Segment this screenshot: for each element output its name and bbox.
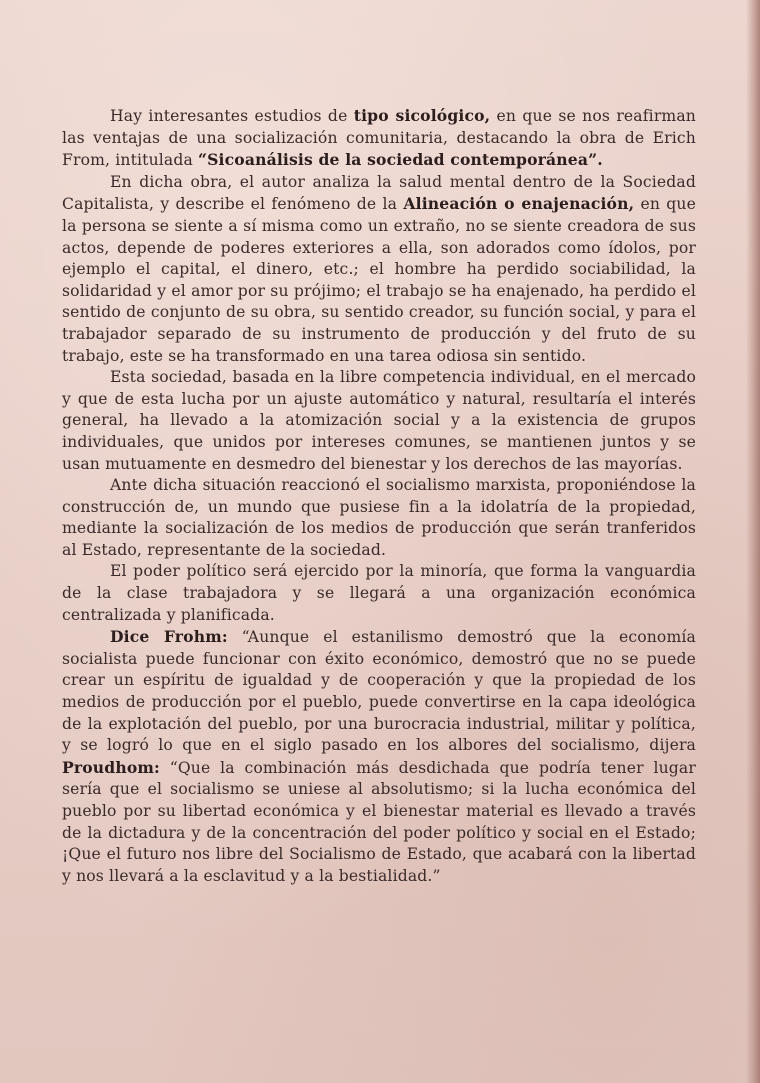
- book-title: “Sicoanálisis de la sociedad contemporánea”.: [198, 150, 603, 170]
- text-segment: “Aunque el estanilismo demostró que la economía socialista puede funcionar con éxito económico, demostró que no se puede crear un espíritu de igualdad y de cooperación y que la propiedad de los medios de producción por el pueblo, puede convertirse en la capa ideológica de la explotación del pueblo, por una burocracia industrial, militar y política, y se logró lo que en el siglo pasado en los albores del socialismo, dijera: [62, 628, 696, 755]
- text-segment: en que la persona se siente a sí misma como un extraño, no se siente creadora de sus actos, depende de poderes exteriores a ella, son adorados como ídolos, por ejemplo el capital, el dinero, etc.; el hombre ha perdido sociabilidad, la solidaridad y el amor por su prójimo; el trabajo se ha enajenado, ha perdido el sentido de conjunto de su obra, su sentido creador, su función social, y para el trabajador separado de su instrumento de producción y del fruto de su trabajo, este se ha transformado en una tarea odiosa sin sentido.: [62, 195, 696, 365]
- text-segment: Esta sociedad, basada en la libre competencia individual, en el mercado y que de esta lucha por un ajuste automático y natural, resultaría el interés general, ha llevado a la atomización social y a la existencia de grupos individuales, que unidos por intereses comunes, se mantienen juntos y se usan mutuamente en desmedro del bienestar y los derechos de las mayorías.: [62, 368, 696, 473]
- bold-phrase: Alineación o enajenación,: [403, 194, 635, 214]
- paragraph: [62, 172, 696, 367]
- bold-phrase: tipo sicológico,: [353, 106, 491, 125]
- text-segment: Ante dicha situación reaccionó el socialismo marxista, proponiéndose la construcción de, un mundo que pusiese fin a la idolatría de la propiedad, mediante la socialización de los medios de producción que serán tranferidos al Estado, representante de la sociedad.: [62, 476, 696, 559]
- text-segment: En dicha obra, el autor analiza la salud mental dentro de la Sociedad Capitalista, y describe el fenómeno de la: [62, 172, 696, 214]
- bold-phrase: Dice Frohm:: [110, 627, 228, 647]
- text-segment: “Que la combinación más desdichada que podría tener lugar sería que el socialismo se uniese al absolutismo; si la lucha económica del pueblo por su libertad económica y el bienestar material es llevado a través de la dictadura y de la concentración del poder político y social en el Estado; ¡Que el futuro nos libre del Socialismo de Estado, que acabará con la libertad y nos llevará a la esclavitud y a la bestialidad.”: [62, 758, 696, 885]
- page-edge-shadow: [746, 0, 760, 1083]
- paragraph: [62, 475, 696, 561]
- bold-phrase: Proudhom:: [62, 757, 160, 777]
- text-segment: Hay interesantes estudios de: [110, 107, 354, 125]
- body-text: [62, 105, 696, 887]
- paragraph: [62, 367, 696, 475]
- paragraph: [62, 561, 696, 626]
- text-segment: El poder político será ejercido por la minoría, que forma la vanguardia de la clase trabajadora y se llegará a una organización económica centralizada y planificada.: [62, 562, 696, 624]
- text-segment: en que se nos reafirman las ventajas de una socialización comunitaria, destacando la obra de Erich From, intitulada: [62, 107, 696, 170]
- paragraph: [62, 626, 696, 887]
- paragraph: [62, 105, 696, 172]
